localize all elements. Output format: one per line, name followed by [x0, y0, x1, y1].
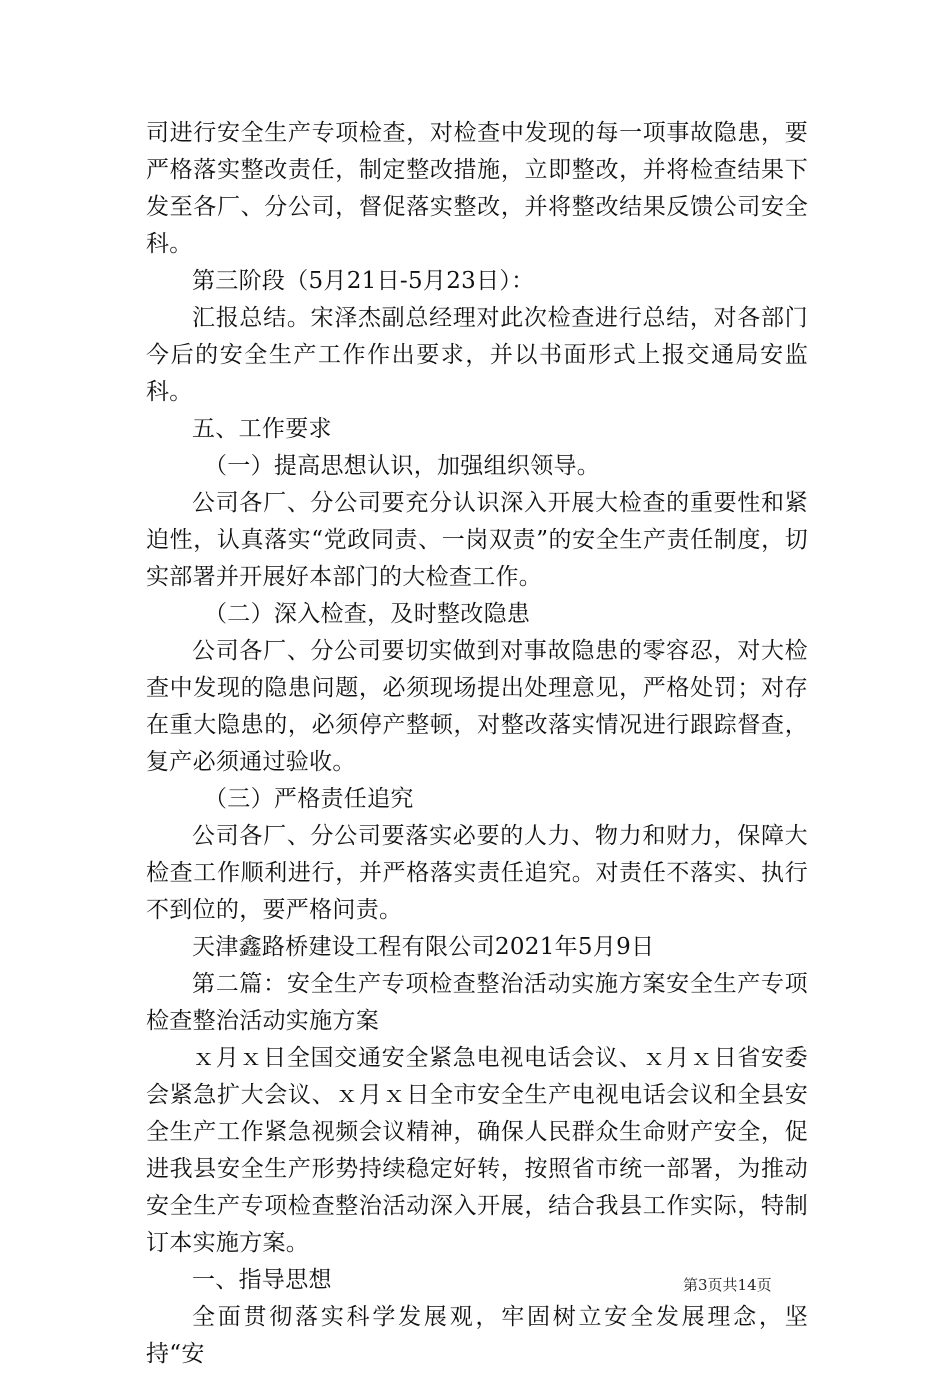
- paragraph-check-continuation: 司进行安全生产专项检查，对检查中发现的每一项事故隐患，要严格落实整改责任，制定整改措施，立即整改，并将检查结果下发至各厂、分公司，督促落实整改，并将整改结果反馈公司安全科。: [146, 120, 808, 257]
- section-heading-work-requirements: 五、工作要求: [192, 416, 332, 442]
- paragraph-meeting-spirit: ｘ月ｘ日全国交通安全紧急电视电话会议、ｘ月ｘ日省安委会紧急扩大会议、ｘ月ｘ日全市安全生产电视电话会议和全县安全生产工作紧急视频会议精神，确保人民群众生命财产安全，促进我县安全生产形势持续稳定好转，按照省市统一部署，为推动安全生产专项检查整治活动深入开展，结合我县工作实际，特制订本实施方案。: [146, 1045, 808, 1256]
- paragraph-deep-inspection: 公司各厂、分公司要切实做到对事故隐患的零容忍，对大检查中发现的隐患问题，必须现场提出处理意见，严格处罚；对存在重大隐患的，必须停产整顿，对整改落实情况进行跟踪督查，复产必须通过验收。: [146, 638, 808, 775]
- paragraph-summary-report: 汇报总结。宋泽杰副总经理对此次检查进行总结，对各部门今后的安全生产工作作出要求，并以书面形式上报交通局安监科。: [146, 305, 808, 405]
- document-body: [146, 115, 808, 1373]
- subheading-deep-inspection: （二）深入检查，及时整改隐患: [204, 601, 531, 627]
- section-heading-guiding-thought: 一、指导思想: [192, 1267, 332, 1293]
- signature-company-date: 天津鑫路桥建设工程有限公司2021年5月9日: [192, 934, 655, 960]
- paragraph-phase-three-heading: 第三阶段（5月21日-5月23日）：: [192, 268, 535, 294]
- paragraph-guiding-thought: 全面贯彻落实科学发展观，牢固树立安全发展理念，坚持“安: [146, 1304, 808, 1367]
- page-number: 第3页共14页: [683, 1276, 772, 1294]
- paragraph-accountability: 公司各厂、分公司要落实必要的人力、物力和财力，保障大检查工作顺利进行，并严格落实责任追究。对责任不落实、执行不到位的，要严格问责。: [146, 823, 808, 923]
- subheading-accountability: （三）严格责任追究: [204, 786, 414, 812]
- paragraph-raise-awareness: 公司各厂、分公司要充分认识深入开展大检查的重要性和紧迫性，认真落实“党政同责、一岗双责”的安全生产责任制度，切实部署并开展好本部门的大检查工作。: [146, 490, 808, 590]
- subheading-raise-awareness: （一）提高思想认识，加强组织领导。: [204, 453, 601, 479]
- second-article-title: 第二篇：安全生产专项检查整治活动实施方案安全生产专项检查整治活动实施方案: [146, 971, 808, 1034]
